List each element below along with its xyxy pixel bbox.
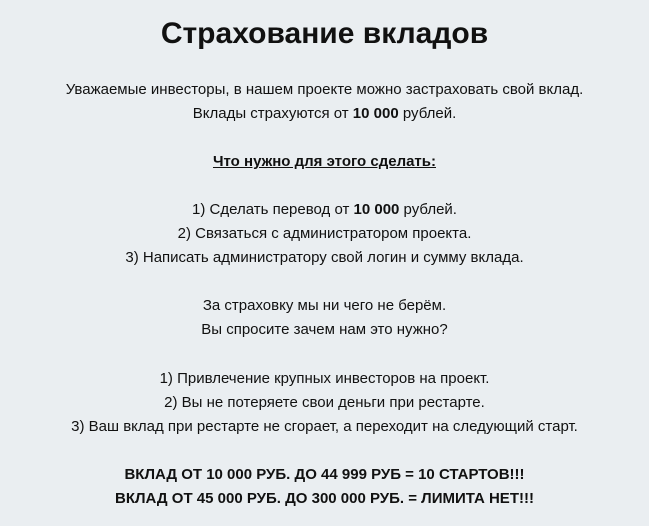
reason-item-1: 1) Привлечение крупных инвесторов на проект. bbox=[159, 370, 490, 387]
intro-line-2-prefix: Вклады страхуются от bbox=[192, 105, 353, 122]
step-item-3: 3) Написать администратору свой логин и сумму вклада. bbox=[125, 249, 524, 266]
note-line-1: За страховку мы ни чего не берём. bbox=[202, 297, 447, 314]
page-title: Страхование вкладов bbox=[160, 17, 489, 50]
step-item-1-amount: 10 000 bbox=[353, 201, 400, 218]
step-item-2: 2) Связаться с администратором проекта. bbox=[177, 225, 472, 242]
reason-item-3: 3) Ваш вклад при рестарте не сгорает, а переходит на следующий старт. bbox=[71, 418, 578, 435]
steps-heading-text: Что нужно для этого сделать: bbox=[212, 153, 436, 170]
intro-line-2 bbox=[0, 104, 649, 124]
offer-line-1: ВКЛАД ОТ 10 000 РУБ. ДО 44 999 РУБ = 10 СТАРТОВ!!! bbox=[124, 466, 525, 483]
step-item-1 bbox=[0, 200, 649, 220]
offer-line-2: ВКЛАД ОТ 45 000 РУБ. ДО 300 000 РУБ. = ЛИМИТА НЕТ!!! bbox=[115, 490, 534, 507]
intro-line-2-suffix: рублей. bbox=[398, 105, 457, 122]
steps-heading bbox=[0, 152, 649, 172]
step-item-1-prefix: 1) Сделать перевод от bbox=[192, 201, 354, 218]
intro-line-1: Уважаемые инвесторы, в нашем проекте можно застраховать свой вклад. bbox=[65, 81, 584, 98]
reason-item-2: 2) Вы не потеряете свои деньги при рестарте. bbox=[164, 394, 485, 411]
note-line-2: Вы спросите зачем нам это нужно? bbox=[201, 321, 448, 338]
intro-amount: 10 000 bbox=[352, 105, 399, 122]
step-item-1-suffix: рублей. bbox=[399, 201, 457, 218]
